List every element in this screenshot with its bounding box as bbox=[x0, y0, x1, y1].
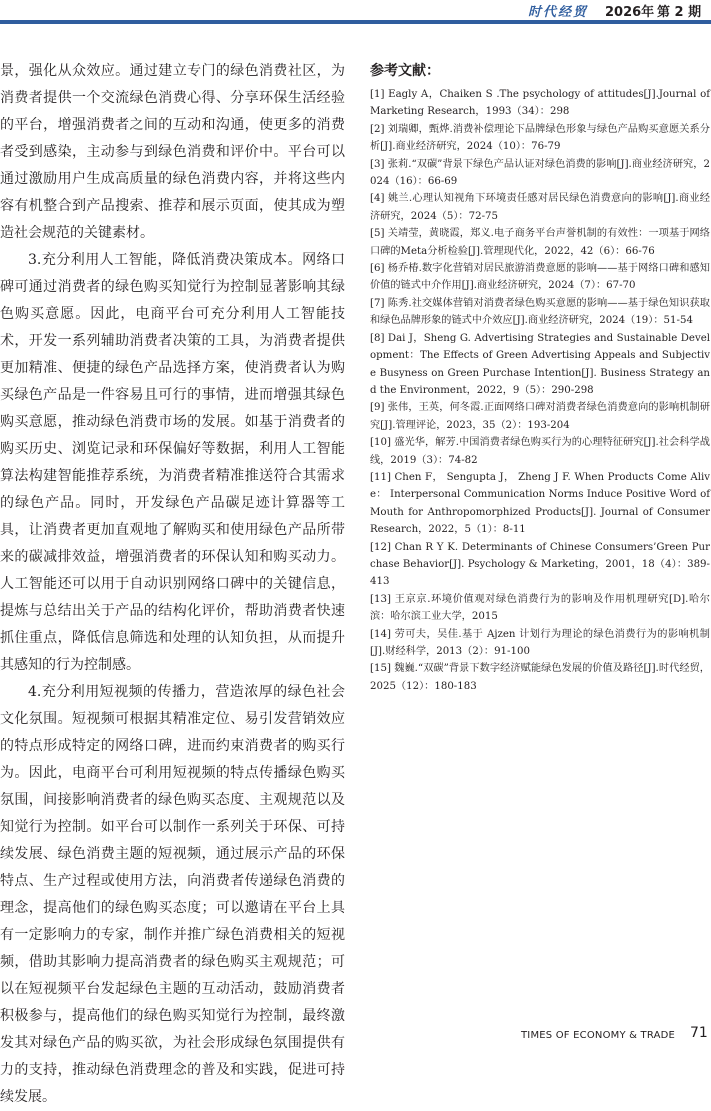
reference-item: [9] 张伟，王英，何冬霞.正面网络口碑对消费者绿色消费意向的影响机制研究[J].管理评论，2023，35（2）：193-204 bbox=[370, 402, 710, 431]
reference-item: [15] 魏巍.“双碳”背景下数字经济赋能绿色发展的价值及路径[J].时代经贸，2025（12）：180-183 bbox=[370, 663, 710, 692]
reference-item: [6] 杨乔椿.数字化营销对居民旅游消费意愿的影响——基于网络口碑和感知价值的链式中介作用[J].商业经济研究，2024（7）：67-70 bbox=[370, 263, 710, 292]
reference-item: [8] Dai J，Sheng G. Advertising Strategies and Sustainable Development：The Effects of Green Advertising Appeals and Subjective Busyness on Green Purchase Intention[J]. Business Strategy and the Environment，2022，9（5）：290-298 bbox=[370, 332, 710, 396]
reference-item: [5] 关靖莹，黄晓霞，郑义.电子商务平台声誉机制的有效性：一项基于网络口碑的Meta分析检验[J].管理现代化，2022，42（6）：66-76 bbox=[370, 228, 710, 257]
reference-item: [10] 盛光华，解芳.中国消费者绿色购买行为的心理特征研究[J].社会科学战线，2019（3）：74-82 bbox=[370, 437, 710, 466]
page-number: 71 bbox=[690, 1025, 708, 1041]
reference-item: [3] 张莉.“双碳”背景下绿色产品认证对绿色消费的影响[J].商业经济研究，2024（16）：66-69 bbox=[370, 158, 710, 188]
reference-item: [7] 陈秀.社交媒体营销对消费者绿色购买意愿的影响——基于绿色知识获取和绿色品牌形象的链式中介效应[J].商业经济研究，2024（19）：51-54 bbox=[370, 297, 710, 327]
reference-item: [11] Chen F， Sengupta J， Zheng J F. When Products Come Alive： Interpersonal Communication Norms Induce Positive Word of Mouth for Anthropomorphized Products[J]. Journal of Consumer Research，2022，5（1）：8-11 bbox=[370, 471, 710, 536]
header-issue: 第 2 期 bbox=[657, 5, 702, 20]
footer-journal-name: TIMES OF ECONOMY & TRADE bbox=[521, 1030, 676, 1041]
header-rule bbox=[0, 20, 711, 24]
header-journal-title: 时代经贸 bbox=[528, 5, 589, 20]
body-paragraph: 4.充分利用短视频的传播力，营造浓厚的绿色社会文化氛围。短视频可根据其精准定位、易引发营销效应的特点形成特定的网络口碑，进而约束消费者的购买行为。因此，电商平台可利用短视频的特点传播绿色购买氛围，间接影响消费者的绿色购买态度、主观规范以及知觉行为控制。如平台可以制作一系列关于环保、可持续发展、绿色消费主题的短视频，通过展示产品的环保特点、生产过程或使用方法，向消费者传递绿色消费的理念，提高他们的绿色购买态度；可以邀请在平台上具有一定影响力的专家，制作并推广绿色消费相关的短视频，借助其影响力提高消费者的绿色购买主观规范；可以在短视频平台发起绿色主题的互动活动，鼓励消费者积极参与，提高他们的绿色购买知觉行为控制，最终激发其对绿色产品的购买欲，为社会形成绿色氛围提供有力的支持，推动绿色消费理念的普及和实践，促进可持续发展。 bbox=[0, 684, 345, 1105]
reference-item: [1] Eagly A，Chaiken S .The psychology of attitudes[J].Journal of Marketing Research，1993（34）：298 bbox=[370, 89, 710, 118]
page-header bbox=[0, 0, 711, 20]
references-column bbox=[370, 60, 710, 695]
reference-item: [2] 刘瑞卿，甄烨.消费补偿理论下品牌绿色形象与绿色产品购买意愿关系分析[J].商业经济研究，2024（10）：76-79 bbox=[370, 123, 710, 153]
reference-item: [12] Chan R Y K. Determinants of Chinese Consumers’Green Purchase Behavior[J]. Psychology & Marketing，2001，18（4）：389-413 bbox=[370, 541, 710, 588]
body-paragraph: 景，强化从众效应。通过建立专门的绿色消费社区，为消费者提供一个交流绿色消费心得、分享环保生活经验的平台，增强消费者之间的互动和沟通，使更多的消费者受到感染，主动参与到绿色消费和评价中。平台可以通过激励用户生成高质量的绿色消费内容，并将这些内容有机整合到产品搜索、推荐和展示页面，使其成为塑造社会规范的关键素材。 bbox=[0, 63, 345, 241]
reference-item: [14] 劳可夫，吴佳.基于 Ajzen 计划行为理论的绿色消费行为的影响机制[J].财经科学，2013（2）：91-100 bbox=[370, 628, 710, 657]
body-column bbox=[0, 58, 345, 1111]
header-year: 2026年 bbox=[605, 5, 655, 20]
body-paragraph: 3.充分利用人工智能，降低消费决策成本。网络口碑可通过消费者的绿色购买知觉行为控制显著影响其绿色购买意愿。因此，电商平台可充分利用人工智能技术，开发一系列辅助消费者决策的工具，为消费者提供更加精准、便捷的绿色产品选择方案，使消费者认为购买绿色产品是一件容易且可行的事情，进而增强其绿色购买意愿，推动绿色消费市场的发展。如基于消费者的购买历史、浏览记录和环保偏好等数据，利用人工智能算法构建智能推荐系统，为消费者精准推送符合其需求的绿色产品。同时，开发绿色产品碳足迹计算器等工具，让消费者更加直观地了解购买和使用绿色产品所带来的碳减排效益，增强消费者的环保认知和购买动力。人工智能还可以用于自动识别网络口碑中的关键信息，提炼与总结出关于产品的结构化评价，帮助消费者快速抓住重点，降低信息筛选和处理的认知负担，从而提升其感知的行为控制感。 bbox=[0, 252, 345, 673]
reference-item: [4] 姚兰.心理认知视角下环境责任感对居民绿色消费意向的影响[J].商业经济研究，2024（5）：72-75 bbox=[370, 193, 710, 222]
reference-item: [13] 王京京.环境价值观对绿色消费行为的影响及作用机理研究[D].哈尔滨：哈尔滨工业大学，2015 bbox=[370, 593, 710, 623]
references-heading: 参考文献： bbox=[370, 63, 440, 79]
